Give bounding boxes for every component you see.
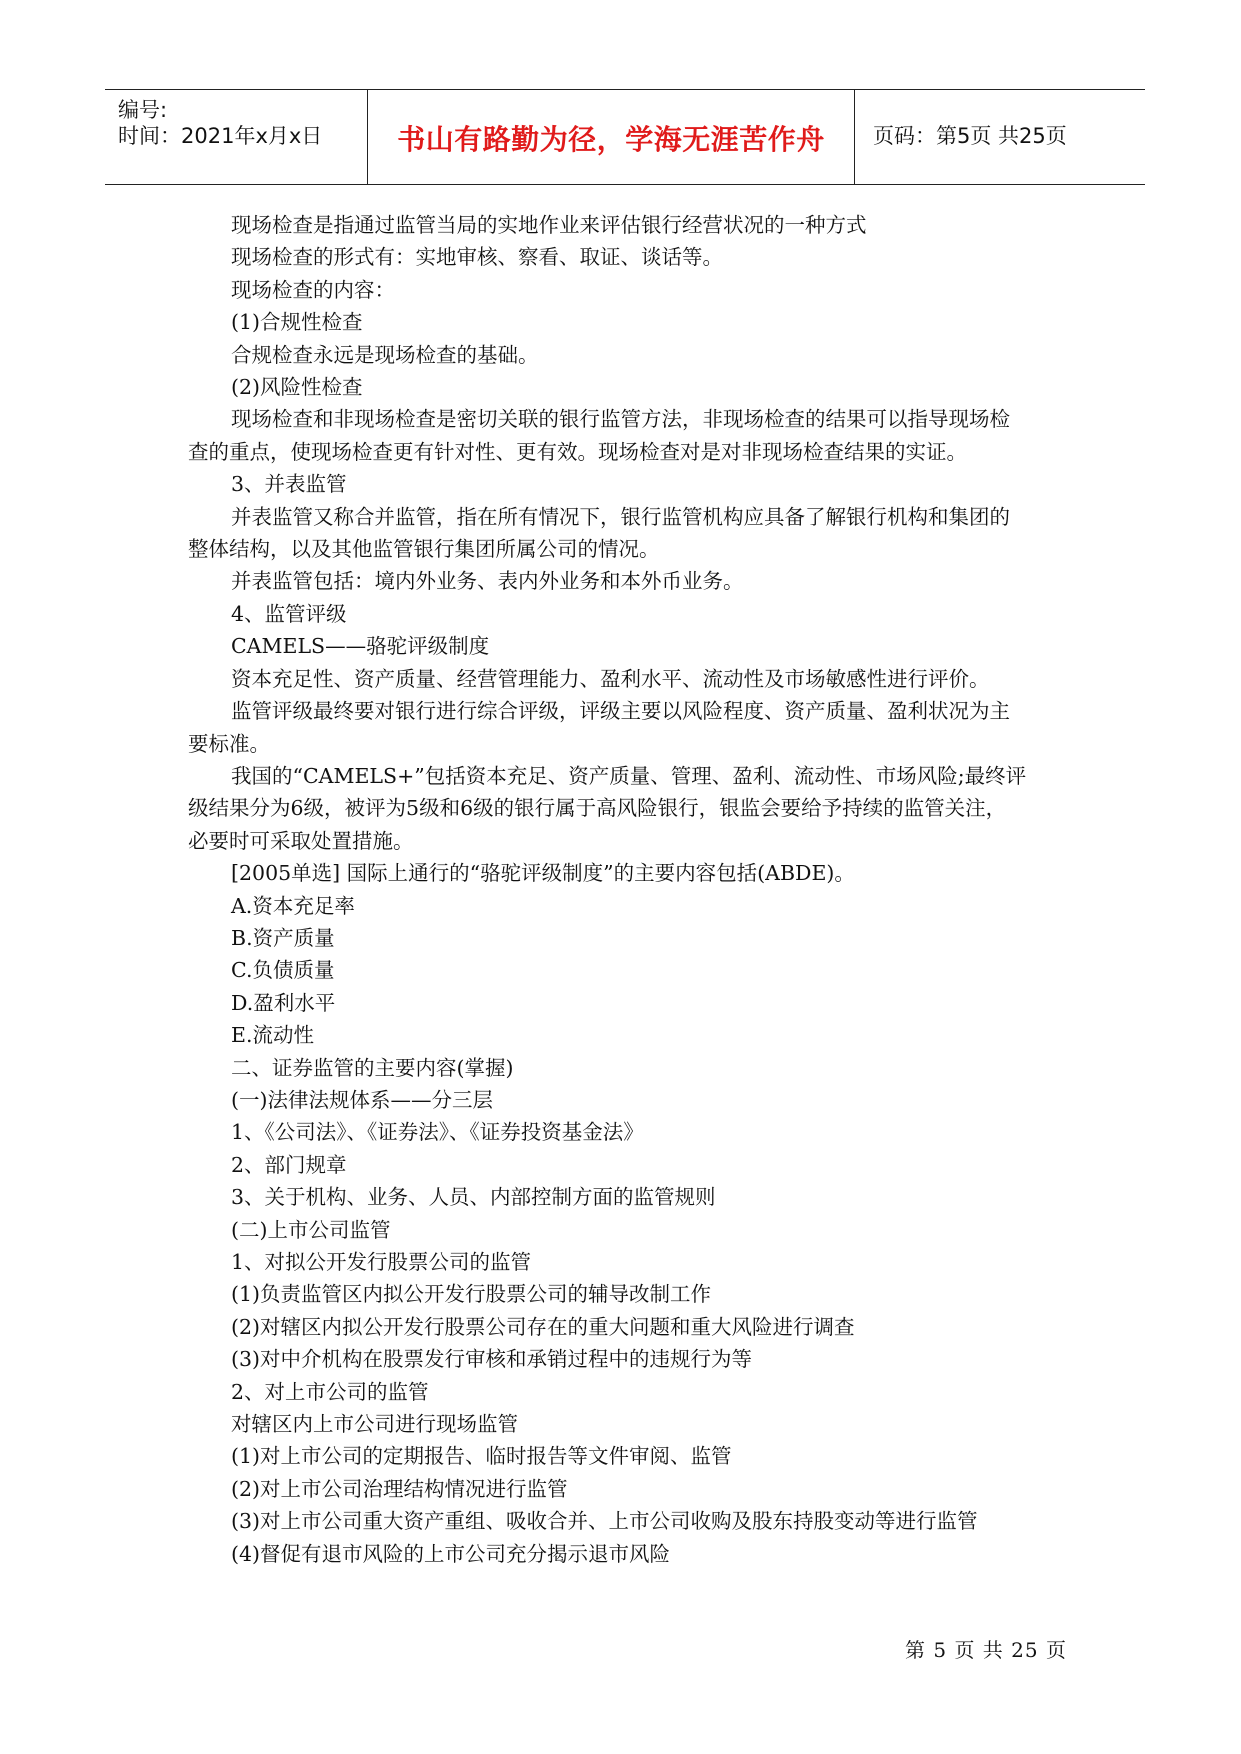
text-line: 现场检查是指通过监管当局的实地作业来评估银行经营状况的一种方式: [231, 213, 867, 237]
text-line: 1、《公司法》、《证券法》、《证券投资基金法》: [231, 1120, 644, 1145]
text-line: 2、对上市公司的监管: [231, 1379, 429, 1404]
header-motto-cell: [368, 90, 855, 184]
text-line: (2)风险性检查: [231, 375, 363, 400]
text-line: [2005单选] 国际上通行的“骆驼评级制度”的主要内容包括(ABDE)。: [231, 861, 855, 886]
text-line: (1)对上市公司的定期报告、临时报告等文件审阅、监管: [231, 1444, 732, 1469]
text-line: 二、证券监管的主要内容(掌握): [231, 1055, 514, 1080]
page-footer: 第 5 页 共 25 页: [905, 1638, 1067, 1662]
text-line: 现场检查的内容：: [231, 277, 395, 302]
text-line: (4)督促有退市风险的上市公司充分揭示退市风险: [231, 1541, 671, 1566]
text-line: (2)对上市公司治理结构情况进行监管: [231, 1476, 568, 1501]
text-line: 对辖区内上市公司进行现场监管: [231, 1412, 518, 1437]
page-header: [105, 89, 1145, 185]
header-page-code: 页码：第5页 共25页: [873, 124, 1067, 148]
text-line: (二)上市公司监管: [231, 1217, 391, 1242]
text-line: CAMELS——骆驼评级制度: [231, 634, 490, 659]
text-line: 我国的“CAMELS+”包括资本充足、资产质量、管理、盈利、流动性、市场风险;最终评: [231, 763, 1027, 788]
text-line: (2)对辖区内拟公开发行股票公司存在的重大问题和重大风险进行调查: [231, 1314, 855, 1339]
document-time-label: 时间：2021年x月x日: [118, 124, 323, 148]
text-line: E.流动性: [231, 1023, 314, 1048]
text-line: 2、部门规章: [231, 1152, 347, 1177]
text-line: 合规检查永远是现场检查的基础。: [231, 342, 539, 367]
text-line: 4、监管评级: [231, 601, 347, 626]
document-body: [188, 209, 1060, 1570]
text-line: 整体结构，以及其他监管银行集团所属公司的情况。: [188, 537, 660, 562]
text-line: (3)对上市公司重大资产重组、吸收合并、上市公司收购及股东持股变动等进行监管: [231, 1509, 978, 1534]
text-line: A.资本充足率: [231, 893, 355, 918]
text-line: 1、对拟公开发行股票公司的监管: [231, 1250, 532, 1274]
text-line: B.资产质量: [231, 925, 335, 950]
text-line: 3、并表监管: [231, 472, 347, 497]
text-line: (一)法律法规体系——分三层: [231, 1087, 493, 1112]
header-right-cell: [855, 90, 1145, 184]
text-line: 并表监管又称合并监管，指在所有情况下，银行监管机构应具备了解银行机构和集团的: [231, 504, 1010, 529]
text-line: (1)合规性检查: [231, 310, 363, 335]
text-line: (3)对中介机构在股票发行审核和承销过程中的违规行为等: [231, 1347, 753, 1372]
header-left-cell: [105, 90, 368, 184]
text-line: 监管评级最终要对银行进行综合评级，评级主要以风险程度、资产质量、盈利状况为主: [231, 699, 1010, 724]
header-motto: 书山有路勤为径，学海无涯苦作舟: [397, 123, 825, 156]
text-line: 现场检查和非现场检查是密切关联的银行监管方法，非现场检查的结果可以指导现场检: [231, 407, 1010, 432]
text-line: (1)负责监管区内拟公开发行股票公司的辅导改制工作: [231, 1282, 712, 1307]
text-line: 必要时可采取处置措施。: [188, 828, 414, 853]
text-line: 资本充足性、资产质量、经营管理能力、盈利水平、流动性及市场敏感性进行评价。: [231, 666, 990, 691]
document-number-label: 编号:: [118, 98, 168, 122]
text-line: 并表监管包括：境内外业务、表内外业务和本外币业务。: [231, 569, 744, 594]
text-line: 查的重点，使现场检查更有针对性、更有效。现场检查对是对非现场检查结果的实证。: [188, 439, 967, 464]
text-line: C.负债质量: [231, 958, 335, 983]
text-line: 级结果分为6级，被评为5级和6级的银行属于高风险银行，银监会要给予持续的监管关注，: [188, 796, 1007, 821]
text-line: 现场检查的形式有：实地审核、察看、取证、谈话等。: [231, 245, 723, 270]
text-line: 3、关于机构、业务、人员、内部控制方面的监管规则: [231, 1185, 716, 1210]
text-line: 要标准。: [188, 731, 270, 756]
text-line: D.盈利水平: [231, 990, 336, 1015]
